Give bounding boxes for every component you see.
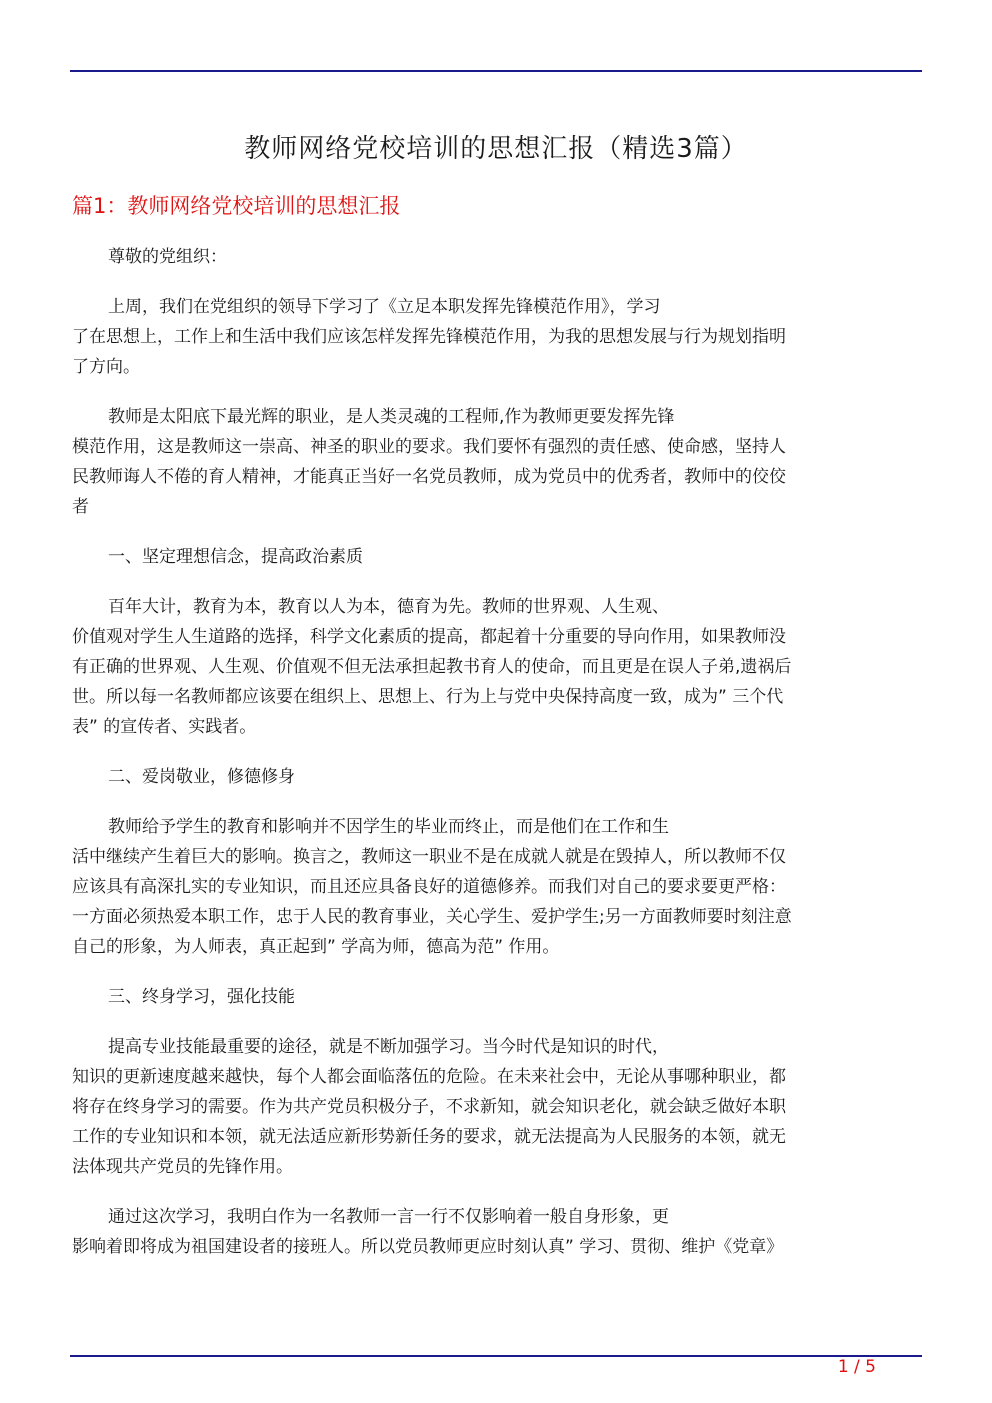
- paragraph-line: 影响着即将成为祖国建设者的接班人。所以党员教师更应时刻认真” 学习、贯彻、维护《党章》: [72, 1237, 784, 1257]
- paragraph: [72, 1202, 917, 1262]
- document-body: [72, 242, 917, 1282]
- footer-rule: [70, 1355, 922, 1357]
- paragraph-line: 有正确的世界观、人生观、价值观不但无法承担起教书育人的使命，而且更是在误人子弟,遗祸后: [72, 657, 792, 677]
- paragraph-line: 自己的形象，为人师表，真正起到” 学高为师，德高为范” 作用。: [72, 937, 560, 957]
- paragraph-line: 教师给予学生的教育和影响并不因学生的毕业而终止，而是他们在工作和生: [108, 817, 669, 837]
- paragraph: [72, 812, 917, 962]
- paragraph-line: 上周，我们在党组织的领导下学习了《立足本职发挥先锋模范作用》，学习: [108, 297, 661, 317]
- paragraph-line: 通过这次学习，我明白作为一名教师一言一行不仅影响着一般自身形象，更: [108, 1207, 669, 1227]
- paragraph: [72, 402, 917, 522]
- paragraph-line: 了在思想上，工作上和生活中我们应该怎样发挥先锋模范作用，为我的思想发展与行为规划指明: [72, 327, 786, 347]
- document-title: 教师网络党校培训的思想汇报（精选3篇）: [244, 134, 748, 164]
- paragraph-line: 一、坚定理想信念，提高政治素质: [108, 547, 363, 567]
- page-number: 1 / 5: [837, 1357, 876, 1377]
- paragraph-line: 将存在终身学习的需要。作为共产党员积极分子，不求新知，就会知识老化，就会缺乏做好本职: [72, 1097, 786, 1117]
- subheading: [72, 762, 917, 792]
- paragraph-line: 活中继续产生着巨大的影响。换言之，教师这一职业不是在成就人就是在毁掉人，所以教师不仅: [72, 847, 786, 867]
- paragraph-line: 法体现共产党员的先锋作用。: [72, 1157, 293, 1177]
- section-heading: 篇1：教师网络党校培训的思想汇报: [72, 194, 401, 218]
- paragraph-line: 知识的更新速度越来越快，每个人都会面临落伍的危险。在未来社会中，无论从事哪种职业，都: [72, 1067, 786, 1087]
- paragraph-line: 民教师诲人不倦的育人精神，才能真正当好一名党员教师，成为党员中的优秀者，教师中的佼佼: [72, 467, 786, 487]
- paragraph-line: 尊敬的党组织：: [108, 247, 227, 267]
- paragraph-line: 三、终身学习，强化技能: [108, 987, 295, 1007]
- paragraph: [72, 292, 917, 382]
- paragraph: [72, 592, 917, 742]
- paragraph-line: 百年大计，教育为本，教育以人为本，德育为先。教师的世界观、人生观、: [108, 597, 669, 617]
- subheading: [72, 982, 917, 1012]
- paragraph-line: 表” 的宣传者、实践者。: [72, 717, 257, 737]
- paragraph-line: 工作的专业知识和本领，就无法适应新形势新任务的要求，就无法提高为人民服务的本领，就无: [72, 1127, 786, 1147]
- paragraph-line: 一方面必须热爱本职工作，忠于人民的教育事业，关心学生、爱护学生;另一方面教师要时刻注意: [72, 907, 792, 927]
- paragraph: [72, 1032, 917, 1182]
- paragraph-line: 教师是太阳底下最光辉的职业，是人类灵魂的工程师,作为教师更要发挥先锋: [108, 407, 675, 427]
- header-rule: [70, 70, 922, 72]
- paragraph-line: 价值观对学生人生道路的选择，科学文化素质的提高，都起着十分重要的导向作用，如果教师没: [72, 627, 786, 647]
- subheading: [72, 542, 917, 572]
- paragraph: [72, 242, 917, 272]
- paragraph-line: 应该具有高深扎实的专业知识，而且还应具备良好的道德修养。而我们对自己的要求要更严格：: [72, 877, 786, 897]
- paragraph-line: 者: [72, 497, 89, 517]
- paragraph-line: 世。所以每一名教师都应该要在组织上、思想上、行为上与党中央保持高度一致，成为” 三个代: [72, 687, 784, 707]
- paragraph-line: 了方向。: [72, 357, 140, 377]
- paragraph-line: 提高专业技能最重要的途径，就是不断加强学习。当今时代是知识的时代，: [108, 1037, 669, 1057]
- paragraph-line: 模范作用，这是教师这一崇高、神圣的职业的要求。我们要怀有强烈的责任感、使命感，坚持人: [72, 437, 786, 457]
- paragraph-line: 二、爱岗敬业，修德修身: [108, 767, 295, 787]
